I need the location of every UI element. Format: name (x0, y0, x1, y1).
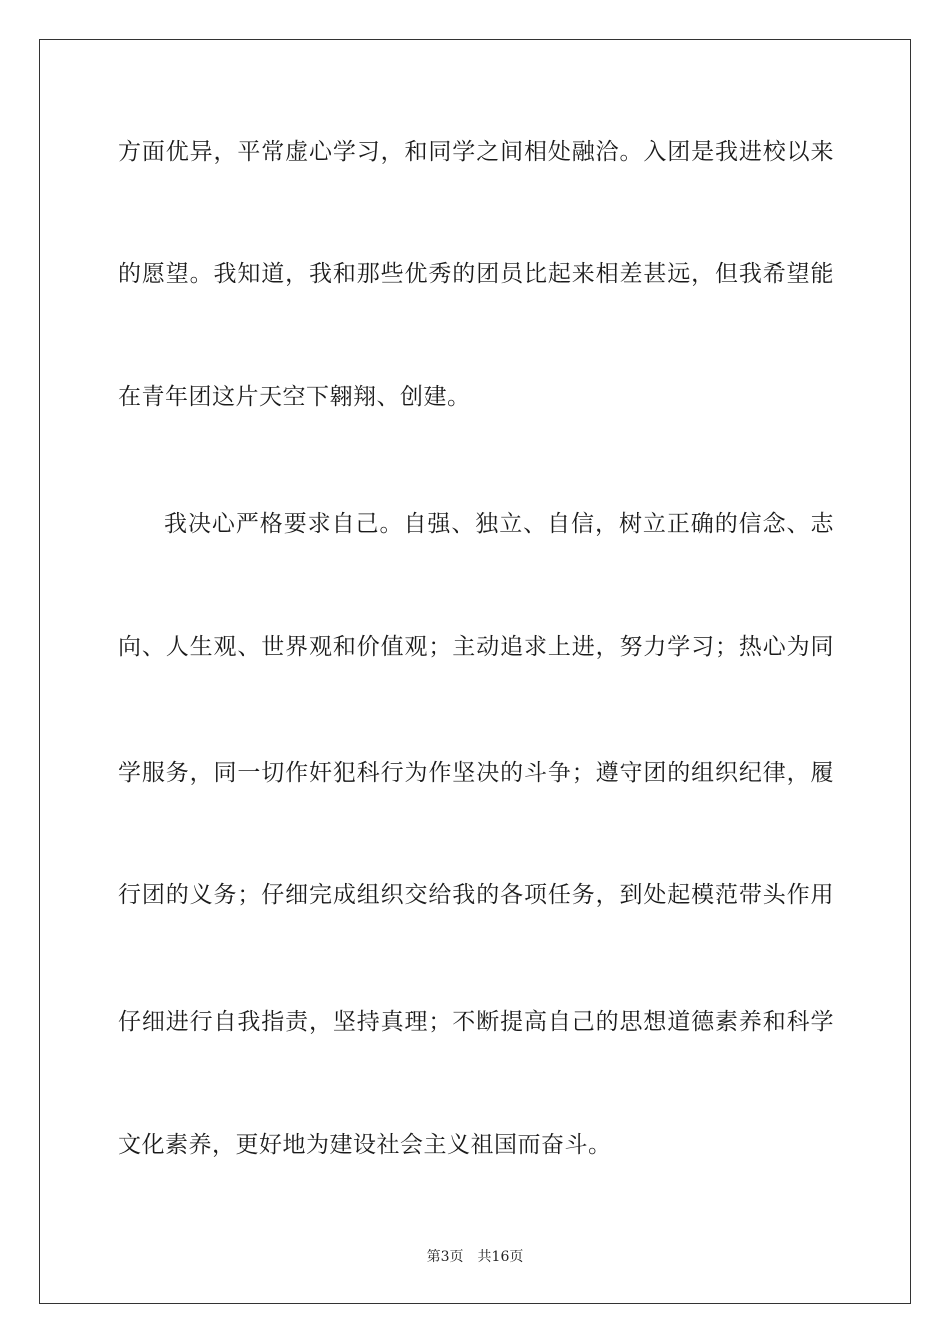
text-line: 行团的义务；仔细完成组织交给我的各项任务，到处起模范带头作用 (118, 882, 834, 908)
page-footer (0, 1247, 950, 1267)
text-line: 在青年团这片天空下翱翔、创建。 (118, 384, 471, 410)
page-number: 第3页 (426, 1249, 464, 1265)
text-line: 方面优异，平常虚心学习，和同学之间相处融洽。入团是我进校以来 (118, 139, 834, 165)
text-line: 仔细进行自我指责，坚持真理；不断提高自己的思想道德素养和科学 (118, 1009, 834, 1035)
paragraph-first-line: 我决心严格要求自己。自强、独立、自信，树立正确的信念、志 (164, 511, 834, 537)
page-total: 共16页 (477, 1249, 524, 1265)
text-line: 的愿望。我知道，我和那些优秀的团员比起来相差甚远，但我希望能 (118, 261, 834, 287)
text-line: 文化素养，更好地为建设社会主义祖国而奋斗。 (118, 1132, 612, 1158)
text-line: 学服务，同一切作奸犯科行为作坚决的斗争；遵守团的组织纪律，履 (118, 760, 834, 786)
text-line: 向、人生观、世界观和价值观；主动追求上进，努力学习；热心为同 (118, 634, 834, 660)
page-border (39, 39, 911, 1304)
